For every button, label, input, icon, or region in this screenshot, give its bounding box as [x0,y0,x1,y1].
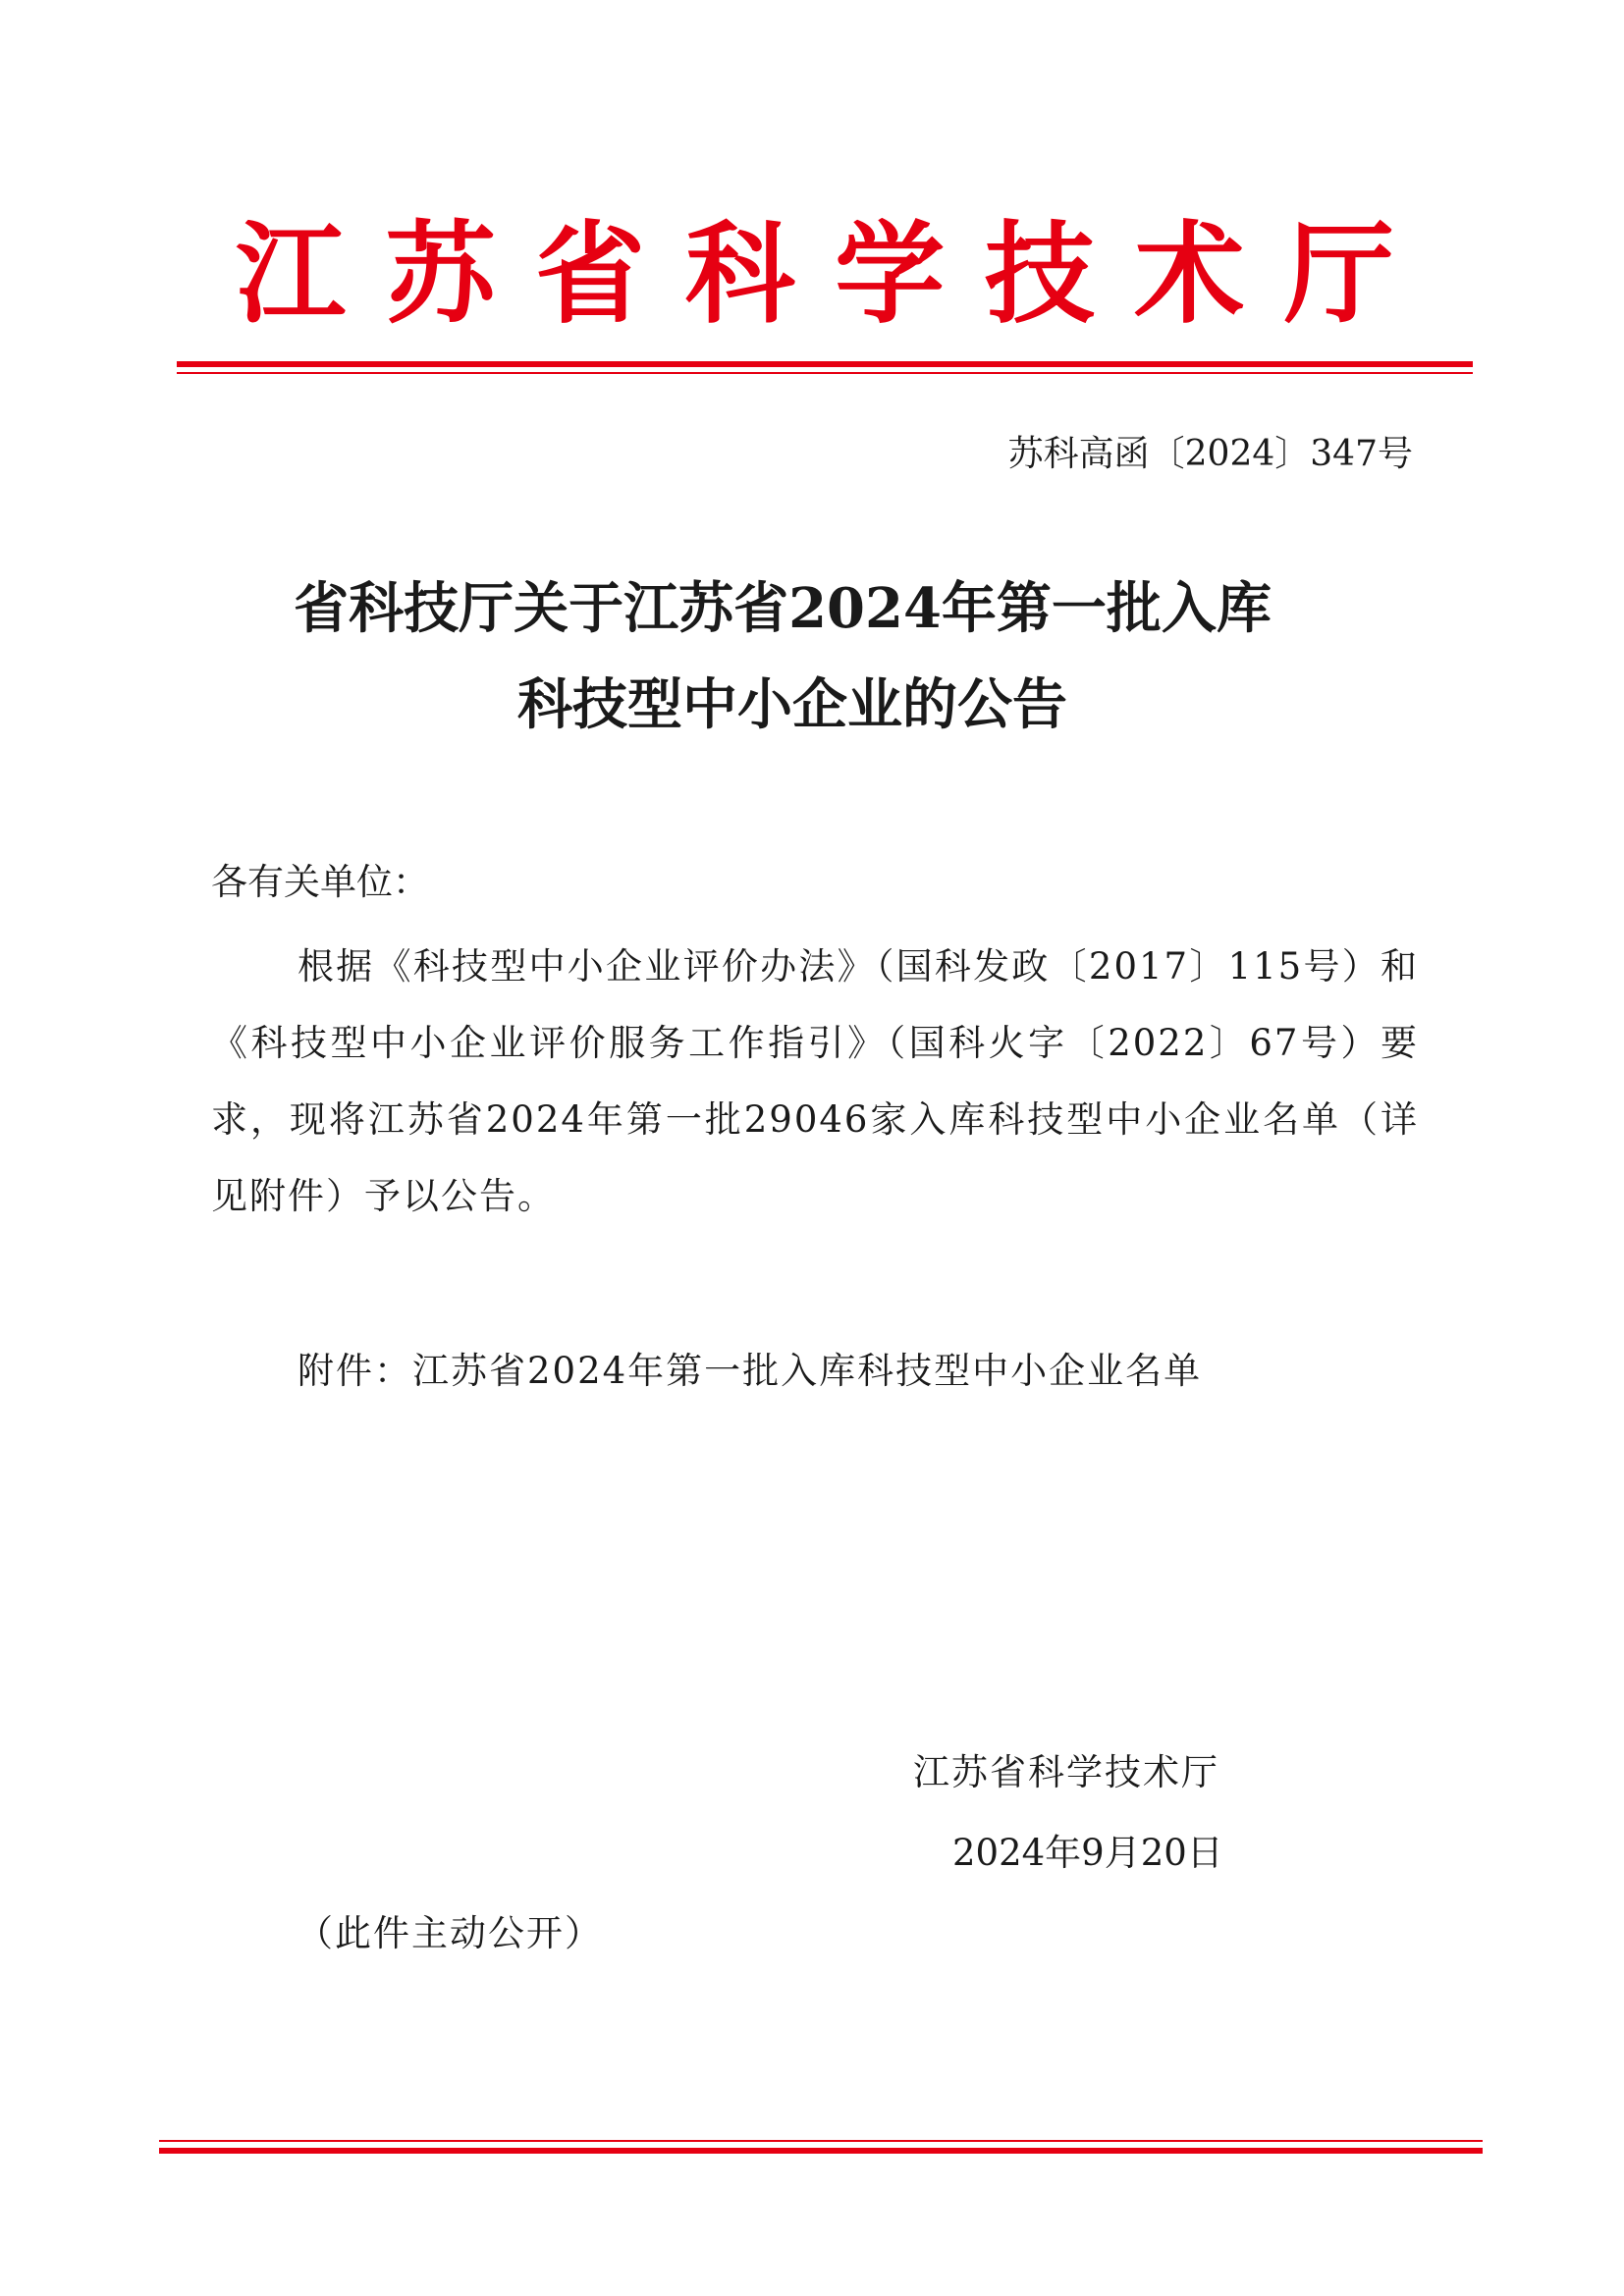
masthead-title [236,211,1394,339]
masthead-char: 苏 [385,211,496,339]
masthead-char: 省 [535,211,646,339]
attachment-note: 附件：江苏省2024年第一批入库科技型中小企业名单 [298,1350,1203,1392]
salutation: 各有关单位： [211,861,429,903]
footer-rule-thin [159,2140,1483,2142]
masthead-char: 学 [835,211,946,339]
masthead-char: 江 [236,211,346,339]
masthead-char: 厅 [1283,211,1394,339]
document-title-line-2: 科技型中小企业的公告 [517,672,1067,737]
header-rule-thick [177,361,1473,367]
body-paragraph: 根据《科技型中小企业评价办法》（国科发政〔2017〕115号）和《科技型中小企业评价服务工作指引》（国科火字〔2022〕67号）要求，现将江苏省2024年第一批29046家入库科技型中小企业名单（详见附件）予以公告。 [211,945,1419,1217]
disclosure-note: （此件主动公开） [297,1912,603,1954]
masthead-char: 科 [684,211,795,339]
masthead-char: 术 [1134,211,1245,339]
header-rule-thin [177,372,1473,374]
masthead-char: 技 [984,211,1095,339]
footer-rule-thick [159,2148,1483,2154]
document-number: 苏科高函〔2024〕347号 [1007,434,1413,474]
signature-organization: 江苏省科学技术厅 [913,1751,1219,1793]
document-title-line-1: 省科技厅关于江苏省2024年第一批入库 [294,576,1272,641]
signature-date: 2024年9月20日 [952,1832,1223,1874]
